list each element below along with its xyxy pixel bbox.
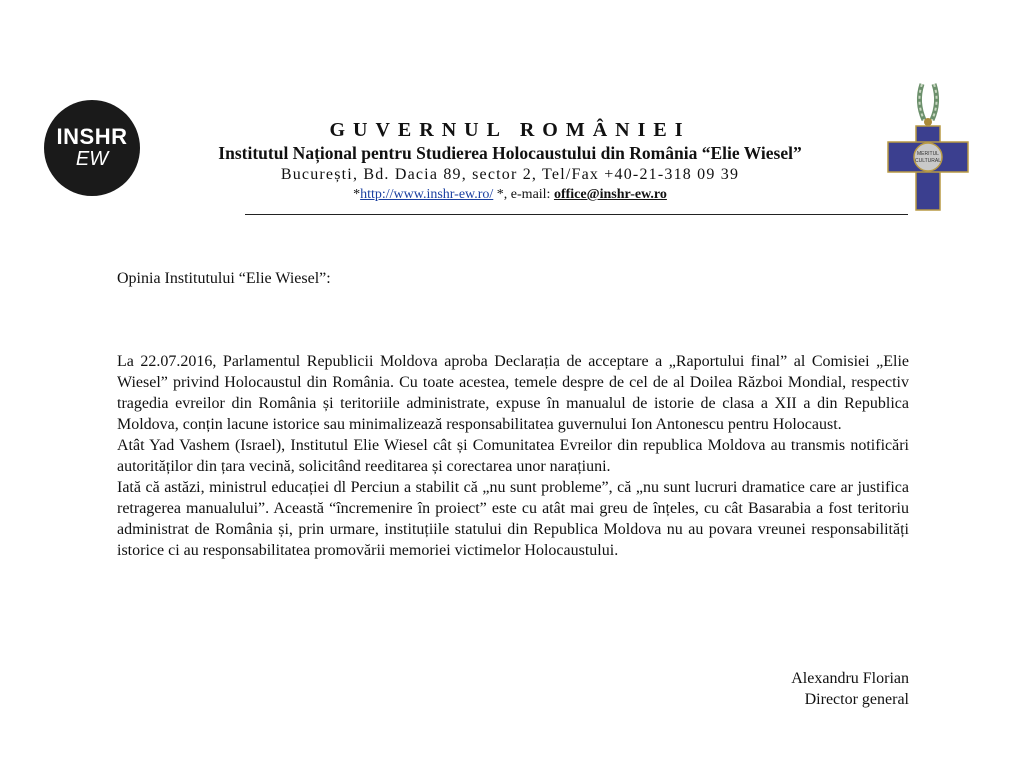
web-prefix: *: [353, 187, 361, 202]
medal-text-1: MERITUL: [917, 151, 939, 157]
email-link[interactable]: office@inshr-ew.ro: [553, 187, 667, 202]
government-title: GUVERNUL ROMÂNIEI: [329, 119, 691, 141]
signature-block: [791, 668, 909, 710]
institute-name: Institutul Național pentru Studierea Holocaustului din România “Elie Wiesel”: [218, 143, 802, 163]
paragraph: Atât Yad Vashem (Israel), Institutul Elie Wiesel cât și Comunitatea Evreilor din republica Moldova au transmis notificări autorităților din țara vecină, solicitând reeditarea și corectarea unor narațiuni.: [117, 437, 909, 475]
logo-text-sub: EW: [75, 148, 109, 170]
medal-text-2: CULTURAL: [914, 158, 942, 164]
opinion-heading: Opinia Institutului “Elie Wiesel”:: [117, 270, 331, 287]
logo-text-main: INSHR: [56, 124, 128, 149]
signatory-title: Director general: [804, 691, 909, 708]
medal-icon: [886, 82, 970, 212]
paragraph: La 22.07.2016, Parlamentul Republicii Moldova aproba Declarația de acceptare a „Raportului final” al Comisiei „Elie Wiesel” privind Holocaustul din România. Cu toate acestea, temele despre de cel de al Doilea Război Mondial, respectiv tragedia evreilor din România și teritoriile administrate, expuse în manualul de istorie de clasa a XII a din Republica Moldova, conțin lacune istorice sau minimalizează responsabilitatea guvernului Ion Antonescu pentru Holocaust.: [117, 353, 909, 433]
letter-body: [117, 351, 909, 561]
website-link[interactable]: http://www.inshr-ew.ro/: [360, 187, 494, 202]
contact-line: [150, 185, 870, 205]
inshr-logo: [44, 100, 140, 196]
signatory-name: Alexandru Florian: [791, 670, 909, 687]
web-suffix: *, e-mail:: [493, 187, 554, 202]
header-divider: [245, 214, 908, 215]
letterhead: [150, 118, 870, 205]
paragraph: Iată că astăzi, ministrul educației dl Perciun a stabilit că „nu sunt probleme”, că „nu sunt lucruri dramatice care ar justifica retragerea manualului”. Această “încremenire în proiect” este cu atât mai greu de înțeles, cu cât Basarabia a fost teritoriu administrat de România și, prin urmare, instituțiile statului din Republica Moldova nu au povara vreunei responsabilități istorice ci au responsabilitatea promovării memoriei victimelor Holocaustului.: [117, 479, 909, 559]
institute-address: București, Bd. Dacia 89, sector 2, Tel/Fax +40-21-318 09 39: [280, 166, 740, 183]
